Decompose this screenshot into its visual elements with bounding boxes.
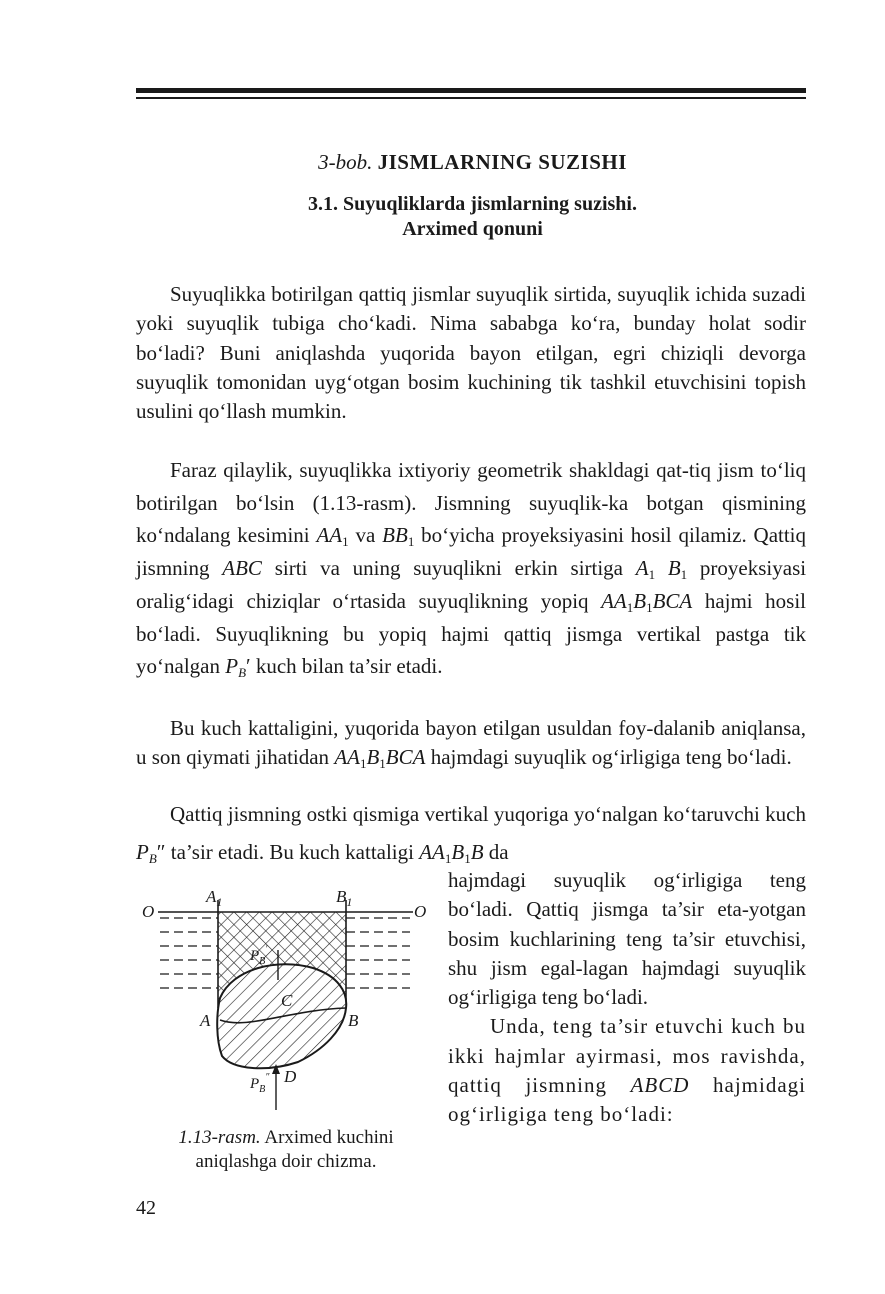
math-B: B bbox=[366, 745, 380, 769]
math-sub: 1 bbox=[680, 567, 688, 583]
paragraph-4-text: da bbox=[488, 840, 509, 864]
top-rule-thin bbox=[136, 97, 806, 99]
page-number: 42 bbox=[136, 1197, 156, 1219]
paragraph-2 bbox=[136, 454, 806, 683]
chapter-title: JISMLARNING SUZISHI bbox=[377, 150, 627, 174]
caption-text: Arximed kuchini aniqlashga doir chizma. bbox=[195, 1127, 394, 1172]
math-B: B bbox=[470, 840, 484, 864]
math-sub: 1 bbox=[646, 599, 653, 615]
caption-label: 1.13-rasm. bbox=[178, 1127, 261, 1148]
math-ABCD: ABCD bbox=[630, 1073, 690, 1098]
math-BCA: BCA bbox=[385, 745, 426, 769]
paragraph-1: Suyuqlikka botirilgan qattiq jismlar suyuqlik sirtida, suyuqlik ichida suzadi yoki suyuqlik tubiga cho‘kadi. Nima sababga ko‘ra, bunday holat sodir bo‘ladi? Buni aniqlashda yuqorida bayon etilgan, egri chiziqli devorga suyuqlik tomonidan uyg‘otgan bosim kuchining tik tashkil etuvchisini topish usulini qo‘llash mumkin. bbox=[136, 282, 806, 424]
math-sub: 1 bbox=[342, 534, 349, 550]
paragraph-2-text: hajmi hosil bo‘ladi. Suyuqlikning bu yopiq hajmi qattiq jismga vertikal pastga tik yo‘nalgan bbox=[136, 588, 807, 679]
label-C: C bbox=[281, 991, 293, 1010]
math-AA: AA bbox=[419, 840, 445, 864]
math-sub: 1 bbox=[626, 599, 634, 615]
label-P-double-prime bbox=[249, 1072, 270, 1095]
paragraph-4-text: ta’sir etadi. Bu kuch kattaligi bbox=[170, 840, 414, 864]
math-sub: 1 bbox=[407, 534, 415, 550]
right-paragraph-2-text: hajmidagi og‘irligiga teng bo‘ladi: bbox=[448, 1073, 807, 1127]
figure-caption bbox=[136, 1126, 436, 1174]
math-P: P bbox=[136, 840, 149, 864]
label-A1 bbox=[205, 887, 222, 909]
label-P-prime-mark: ′ bbox=[265, 944, 268, 955]
right-paragraph-1: hajmdagi suyuqlik og‘irligiga teng bo‘ladi. Qattiq jismga ta’sir eta-yotgan bosim kuchlarining teng ta’sir etuvchisi, shu jism egal-lagan hajmdagi suyuqlik og‘irligiga teng bo‘ladi. bbox=[448, 868, 806, 1010]
math-B: B bbox=[633, 588, 647, 613]
right-column-text bbox=[448, 866, 806, 1130]
paragraph-2-text: Faraz qilaylik, suyuqlikka ixtiyoriy geometrik shakldagi qat-tiq jism to‘liq botirilgan bo‘lsin (1.13-rasm). Jismning suyuqlik-ka botgan qismining ko‘ndalang kesimini bbox=[136, 458, 806, 548]
math-B: B bbox=[451, 840, 465, 864]
label-P-sub: B bbox=[259, 1084, 266, 1095]
paragraph-4-text: Qattiq jismning ostki qismiga vertikal yuqoriga yo‘nalgan ko‘taruvchi kuch bbox=[170, 802, 806, 826]
label-A1-sub: 1 bbox=[216, 895, 223, 909]
chapter-heading bbox=[0, 150, 885, 175]
archimedes-figure bbox=[138, 880, 428, 1120]
right-paragraph-2 bbox=[448, 1012, 806, 1129]
right-paragraph-2-text: Unda, teng ta’sir etuvchi kuch bu ikki hajmlar ayirmasi, mos ravishda, qattiq jismning bbox=[448, 1014, 806, 1098]
label-P-letter: P bbox=[250, 1076, 260, 1092]
top-rule-thick bbox=[136, 88, 806, 93]
math-sub: 1 bbox=[648, 567, 656, 583]
math-ABC: ABC bbox=[222, 556, 262, 581]
math-A: A bbox=[635, 556, 649, 581]
math-AA: AA bbox=[334, 745, 360, 769]
label-P-sub: B bbox=[259, 956, 266, 967]
math-BB: BB bbox=[382, 523, 408, 548]
math-sub: 1 bbox=[464, 851, 471, 866]
section-title-line1: 3.1. Suyuqliklarda jismlarning suzishi. bbox=[308, 193, 637, 215]
label-A: A bbox=[200, 1011, 211, 1030]
math-AA: AA bbox=[316, 523, 343, 548]
label-D: D bbox=[284, 1067, 297, 1086]
math-sub: 1 bbox=[379, 756, 386, 771]
paragraph-2-text: va bbox=[355, 523, 376, 548]
label-A1-letter: A bbox=[206, 887, 217, 906]
paragraph-3-text: Bu kuch kattaligini, yuqorida bayon etilgan usuldan foy-dalanib aniqlansa, u son qiymati jihatidan bbox=[136, 716, 806, 769]
math-prime: ″ bbox=[156, 840, 166, 864]
label-O-right: O bbox=[414, 902, 427, 921]
label-B1 bbox=[336, 887, 352, 909]
math-sub: 1 bbox=[444, 851, 452, 866]
math-BCA: BCA bbox=[652, 588, 693, 613]
math-AA: AA bbox=[601, 588, 627, 613]
paragraph-3 bbox=[136, 714, 806, 772]
label-B: B bbox=[348, 1011, 359, 1030]
label-P-letter: P bbox=[250, 948, 260, 964]
paragraph-2-text: sirti va uning suyuqlikni erkin sirtiga bbox=[274, 556, 624, 581]
paragraph-2-text: proyeksiyasi oralig‘idagi chiziqlar o‘rtasida suyuqlikning yopiq bbox=[136, 556, 807, 613]
paragraph-2-text: bo‘yicha proyeksiyasini hosil qilamiz. Qattiq jismning bbox=[136, 523, 807, 581]
math-sub: B bbox=[148, 851, 157, 866]
label-B1-sub: 1 bbox=[346, 895, 353, 909]
math-B: B bbox=[667, 556, 681, 581]
section-heading bbox=[0, 192, 885, 242]
math-sub: B bbox=[238, 665, 247, 681]
paragraph-3-text: hajmdagi suyuqlik og‘irligiga teng bo‘ladi. bbox=[430, 745, 792, 769]
math-sub: 1 bbox=[359, 756, 367, 771]
label-B1-letter: B bbox=[336, 887, 347, 906]
math-P: P bbox=[225, 654, 239, 679]
section-title-line2: Arximed qonuni bbox=[402, 218, 543, 240]
archimedes-diagram bbox=[138, 880, 428, 1120]
math-prime: ′ bbox=[246, 654, 251, 679]
label-P-double-prime-mark: ″ bbox=[265, 1072, 270, 1083]
label-O-left: O bbox=[142, 902, 155, 921]
paragraph-4 bbox=[136, 795, 806, 871]
paragraph-2-text: kuch bilan ta’sir etadi. bbox=[255, 654, 443, 679]
chapter-prefix: 3-bob. bbox=[318, 150, 373, 174]
